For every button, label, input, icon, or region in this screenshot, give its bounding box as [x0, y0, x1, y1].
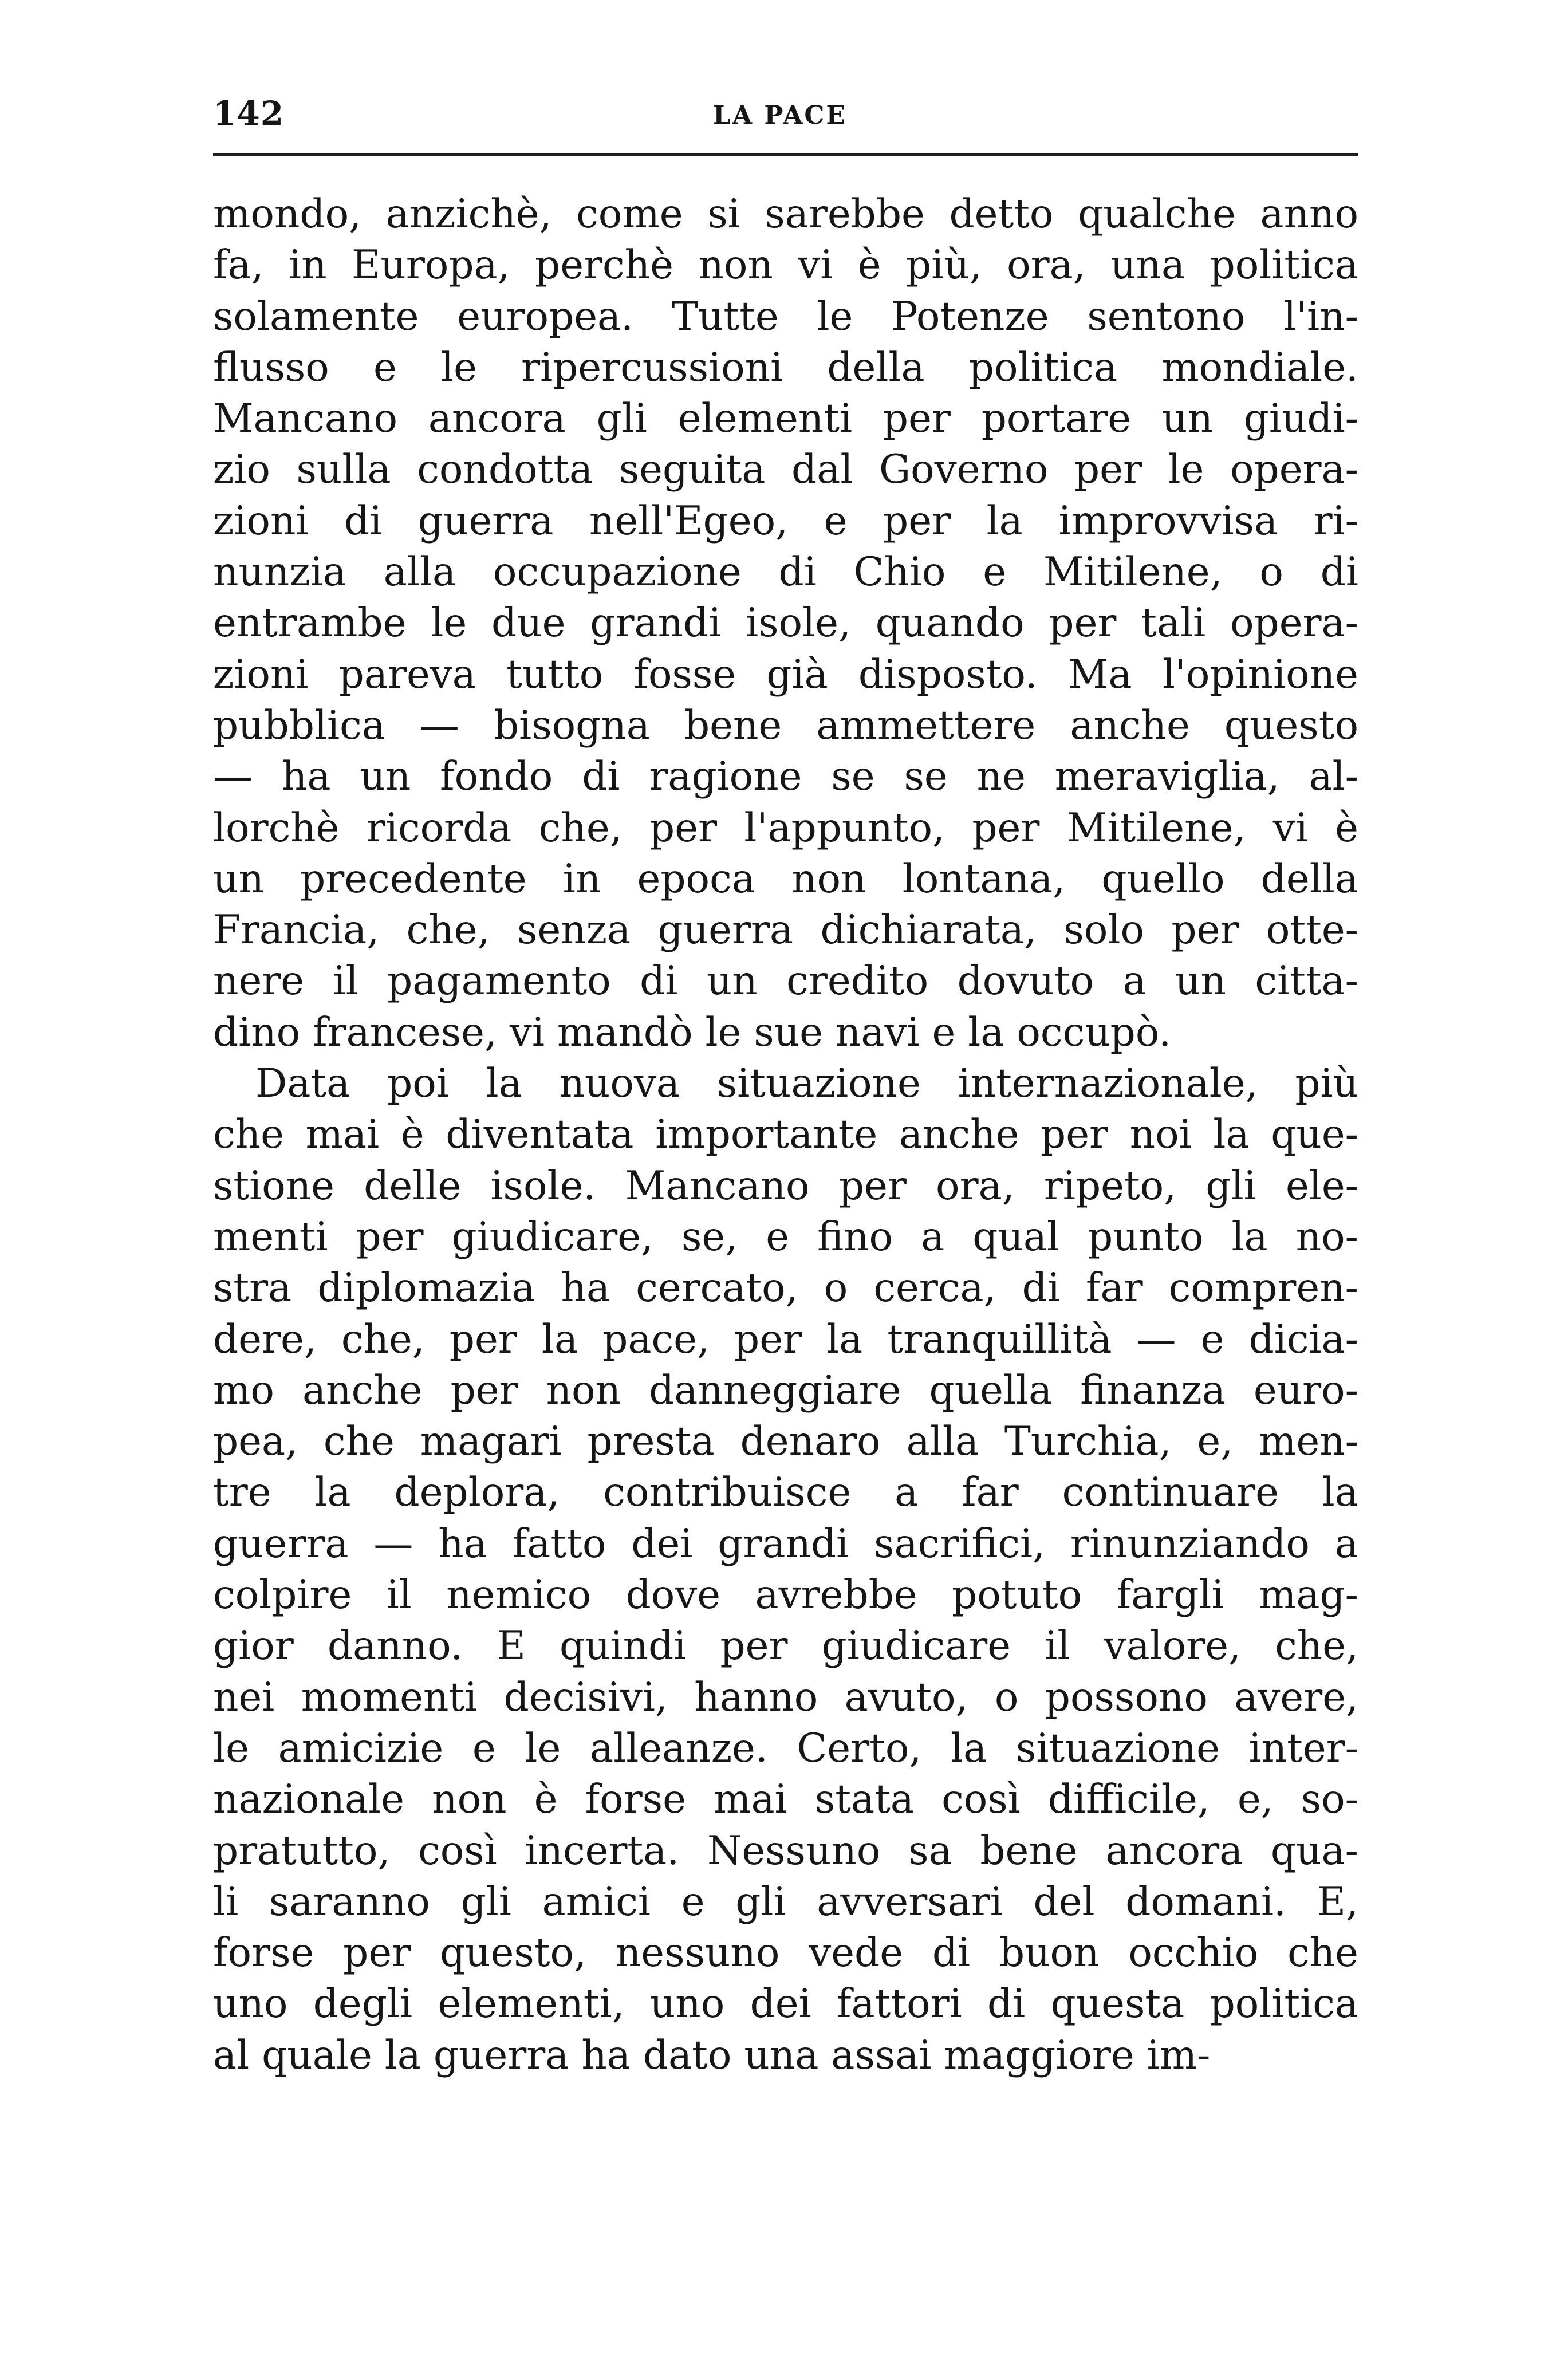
text-line: uno degli elementi, uno dei fattori di questa politica [213, 1981, 1358, 2027]
text-line: forse per questo, nessuno vede di buon occhio che [213, 1930, 1358, 1976]
text-line: nei momenti decisivi, hanno avuto, o possono avere, [213, 1674, 1358, 1720]
text-line: lorchè ricorda che, per l'appunto, per Mitilene, vi è [213, 805, 1358, 851]
text-line: entrambe le due grandi isole, quando per tali opera- [213, 600, 1358, 647]
text-line: fa, in Europa, perchè non vi è più, ora, una politica [213, 242, 1358, 289]
text-line: nere il pagamento di un credito dovuto a un citta- [213, 958, 1358, 1005]
text-line: Francia, che, senza guerra dichiarata, solo per otte- [213, 907, 1358, 954]
text-line: al quale la guerra ha dato una assai maggiore im- [213, 2032, 1211, 2078]
text-line: li saranno gli amici e gli avversari del domani. E, [213, 1878, 1358, 1925]
page-number: 142 [213, 94, 285, 133]
header-rule [213, 153, 1358, 156]
text-line: Mancano ancora gli elementi per portare un giudi- [213, 396, 1358, 442]
text-line: che mai è diventata importante anche per noi la que- [213, 1112, 1358, 1158]
text-line: un precedente in epoca non lontana, quello della [213, 856, 1358, 902]
text-line: tre la deplora, contribuisce a far continuare la [213, 1470, 1358, 1516]
body-text [213, 189, 1358, 2081]
text-line: mo anche per non danneggiare quella finanza euro- [213, 1367, 1358, 1413]
text-line: pubblica — bisogna bene ammettere anche questo [213, 702, 1358, 749]
text-line: colpire il nemico dove avrebbe potuto fargli mag- [213, 1572, 1358, 1618]
text-line: menti per giudicare, se, e fino a qual punto la no- [213, 1214, 1358, 1260]
paragraph [213, 189, 1358, 1058]
text-line: pratutto, così incerta. Nessuno sa bene ancora qua- [213, 1828, 1358, 1874]
text-line: gior danno. E quindi per giudicare il valore, che, [213, 1623, 1358, 1669]
paragraph [213, 1058, 1358, 2081]
text-line: guerra — ha fatto dei grandi sacrifici, rinunziando a [213, 1521, 1358, 1567]
running-title: LA PACE [713, 101, 847, 130]
text-line: zioni pareva tutto fosse già disposto. Ma l'opinione [213, 651, 1358, 698]
page-header [213, 94, 1358, 145]
text-line: pea, che magari presta denaro alla Turchia, e, men- [213, 1419, 1358, 1465]
text-line: zioni di guerra nell'Egeo, e per la improvvisa ri- [213, 498, 1358, 544]
text-line: nunzia alla occupazione di Chio e Mitilene, o di [213, 549, 1358, 596]
text-line: stione delle isole. Mancano per ora, ripeto, gli ele- [213, 1163, 1358, 1209]
text-line: Data poi la nuova situazione internazionale, più [255, 1061, 1358, 1107]
text-line: solamente europea. Tutte le Potenze sentono l'in- [213, 293, 1358, 340]
text-line: flusso e le ripercussioni della politica mondiale. [213, 344, 1358, 391]
text-line: le amicizie e le alleanze. Certo, la situazione inter- [213, 1725, 1358, 1771]
text-line: dere, che, per la pace, per la tranquillità — e dicia- [213, 1316, 1358, 1362]
text-line: zio sulla condotta seguita dal Governo per le opera- [213, 447, 1358, 493]
text-line: — ha un fondo di ragione se se ne meraviglia, al- [213, 754, 1358, 800]
text-line: nazionale non è forse mai stata così difficile, e, so- [213, 1777, 1358, 1823]
text-line: stra diplomazia ha cercato, o cerca, di far compren- [213, 1265, 1358, 1312]
text-line: dino francese, vi mandò le sue navi e la occupò. [213, 1009, 1172, 1056]
text-line: mondo, anzichè, come si sarebbe detto qualche anno [213, 191, 1358, 237]
